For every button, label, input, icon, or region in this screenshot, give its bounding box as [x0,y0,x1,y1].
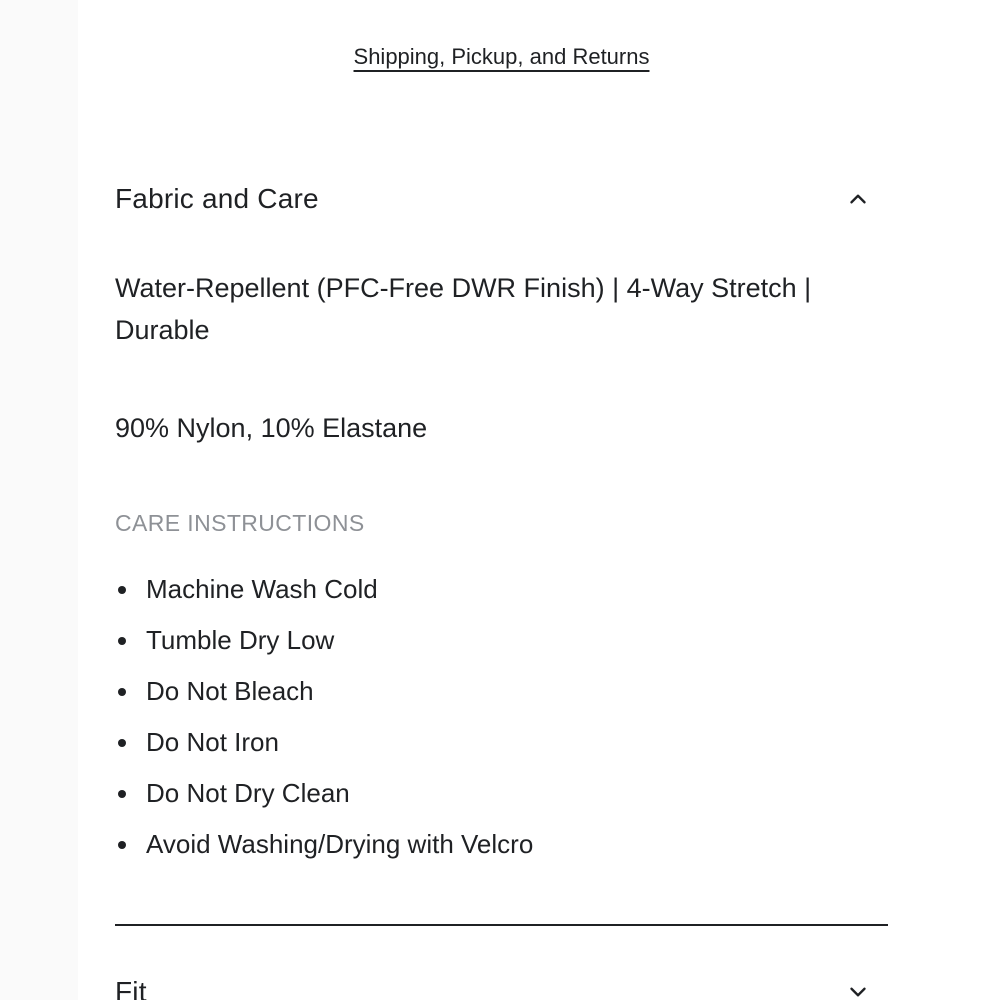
list-item: Do Not Bleach [115,666,888,717]
list-item: Do Not Iron [115,717,888,768]
care-instructions-list [115,564,888,870]
chevron-down-icon[interactable] [842,976,874,1000]
fabric-and-care-section [115,179,888,870]
section-divider [115,924,888,926]
care-instructions-heading: CARE INSTRUCTIONS [115,510,365,536]
shipping-pickup-returns-link[interactable]: Shipping, Pickup, and Returns [353,44,650,69]
fit-accordion-header[interactable] [115,972,888,1000]
list-item: Machine Wash Cold [115,564,888,615]
list-item: Do Not Dry Clean [115,768,888,819]
fabric-and-care-title: Fabric and Care [115,183,319,214]
fabric-composition: 90% Nylon, 10% Elastane [115,413,428,443]
fit-title: Fit [115,976,147,1000]
fabric-and-care-accordion-header[interactable] [115,179,888,219]
fit-section [115,972,888,1000]
chevron-up-icon[interactable] [842,183,874,215]
fabric-feature-description: Water-Repellent (PFC-Free DWR Finish) | 4-Way Stretch | Durable [115,273,812,345]
shipping-link-row [115,0,888,71]
list-item: Tumble Dry Low [115,615,888,666]
list-item: Avoid Washing/Drying with Velcro [115,819,888,870]
